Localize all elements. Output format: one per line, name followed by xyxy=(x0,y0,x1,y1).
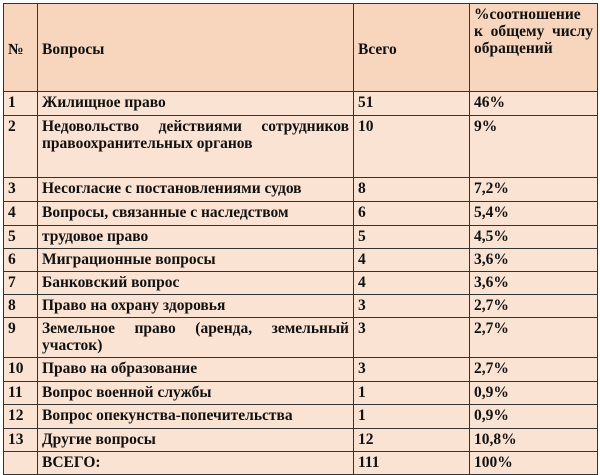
row-total: 1 xyxy=(354,382,470,405)
row-total: 10 xyxy=(354,116,470,178)
row-percent: 2,7% xyxy=(470,318,598,358)
table-row xyxy=(4,318,598,358)
row-total: 5 xyxy=(354,226,470,249)
row-number: 8 xyxy=(4,295,38,318)
table-row xyxy=(4,202,598,226)
row-number: 13 xyxy=(4,429,38,452)
table-total-row xyxy=(4,452,598,475)
row-total: 6 xyxy=(354,202,470,226)
row-question: Вопрос опекунства-попечительства xyxy=(38,405,354,429)
row-total: 1 xyxy=(354,405,470,429)
row-question: Вопросы, связанные с наследством xyxy=(38,202,354,226)
row-number: 9 xyxy=(4,318,38,358)
row-number: 2 xyxy=(4,116,38,178)
table-row xyxy=(4,178,598,202)
table-row xyxy=(4,382,598,405)
table-header-row xyxy=(4,4,598,92)
row-question: Земельное право (аренда, земельный участок) xyxy=(38,318,354,358)
row-percent: 3,6% xyxy=(470,249,598,272)
header-percent: %соотношение к общему числу обращений xyxy=(470,4,598,92)
row-percent: 46% xyxy=(470,92,598,116)
row-percent: 3,6% xyxy=(470,272,598,295)
table-row xyxy=(4,358,598,382)
table-row xyxy=(4,249,598,272)
row-number: 11 xyxy=(4,382,38,405)
row-percent: 4,5% xyxy=(470,226,598,249)
total-label: ВСЕГО: xyxy=(38,452,354,475)
row-percent: 2,7% xyxy=(470,358,598,382)
row-number: 6 xyxy=(4,249,38,272)
row-percent: 0,9% xyxy=(470,405,598,429)
table-row xyxy=(4,272,598,295)
total-number xyxy=(4,452,38,475)
row-total: 4 xyxy=(354,272,470,295)
row-percent: 0,9% xyxy=(470,382,598,405)
table-row xyxy=(4,429,598,452)
row-question: Право на охрану здоровья xyxy=(38,295,354,318)
row-question: Жилищное право xyxy=(38,92,354,116)
header-questions: Вопросы xyxy=(38,4,354,92)
table-row xyxy=(4,405,598,429)
row-percent: 10,8% xyxy=(470,429,598,452)
row-number: 10 xyxy=(4,358,38,382)
row-total: 8 xyxy=(354,178,470,202)
row-question: Банковский вопрос xyxy=(38,272,354,295)
total-percent: 100% xyxy=(470,452,598,475)
row-number: 1 xyxy=(4,92,38,116)
table-row xyxy=(4,92,598,116)
row-number: 3 xyxy=(4,178,38,202)
row-total: 3 xyxy=(354,358,470,382)
appeals-statistics-table xyxy=(3,3,598,475)
table-row xyxy=(4,295,598,318)
row-total: 51 xyxy=(354,92,470,116)
row-number: 4 xyxy=(4,202,38,226)
row-total: 12 xyxy=(354,429,470,452)
row-percent: 9% xyxy=(470,116,598,178)
total-count: 111 xyxy=(354,452,470,475)
row-total: 3 xyxy=(354,318,470,358)
row-question: Недовольство действиями сотрудников правоохранительных органов xyxy=(38,116,354,178)
row-question: Другие вопросы xyxy=(38,429,354,452)
row-number: 5 xyxy=(4,226,38,249)
row-total: 4 xyxy=(354,249,470,272)
row-question: Вопрос военной службы xyxy=(38,382,354,405)
table-row xyxy=(4,116,598,178)
row-question: Несогласие с постановлениями судов xyxy=(38,178,354,202)
header-total: Всего xyxy=(354,4,470,92)
table-row xyxy=(4,226,598,249)
row-question: Право на образование xyxy=(38,358,354,382)
row-question: Миграционные вопросы xyxy=(38,249,354,272)
header-number: № xyxy=(4,4,38,92)
row-percent: 2,7% xyxy=(470,295,598,318)
row-percent: 7,2% xyxy=(470,178,598,202)
row-question: трудовое право xyxy=(38,226,354,249)
row-number: 7 xyxy=(4,272,38,295)
row-number: 12 xyxy=(4,405,38,429)
row-percent: 5,4% xyxy=(470,202,598,226)
row-total: 3 xyxy=(354,295,470,318)
